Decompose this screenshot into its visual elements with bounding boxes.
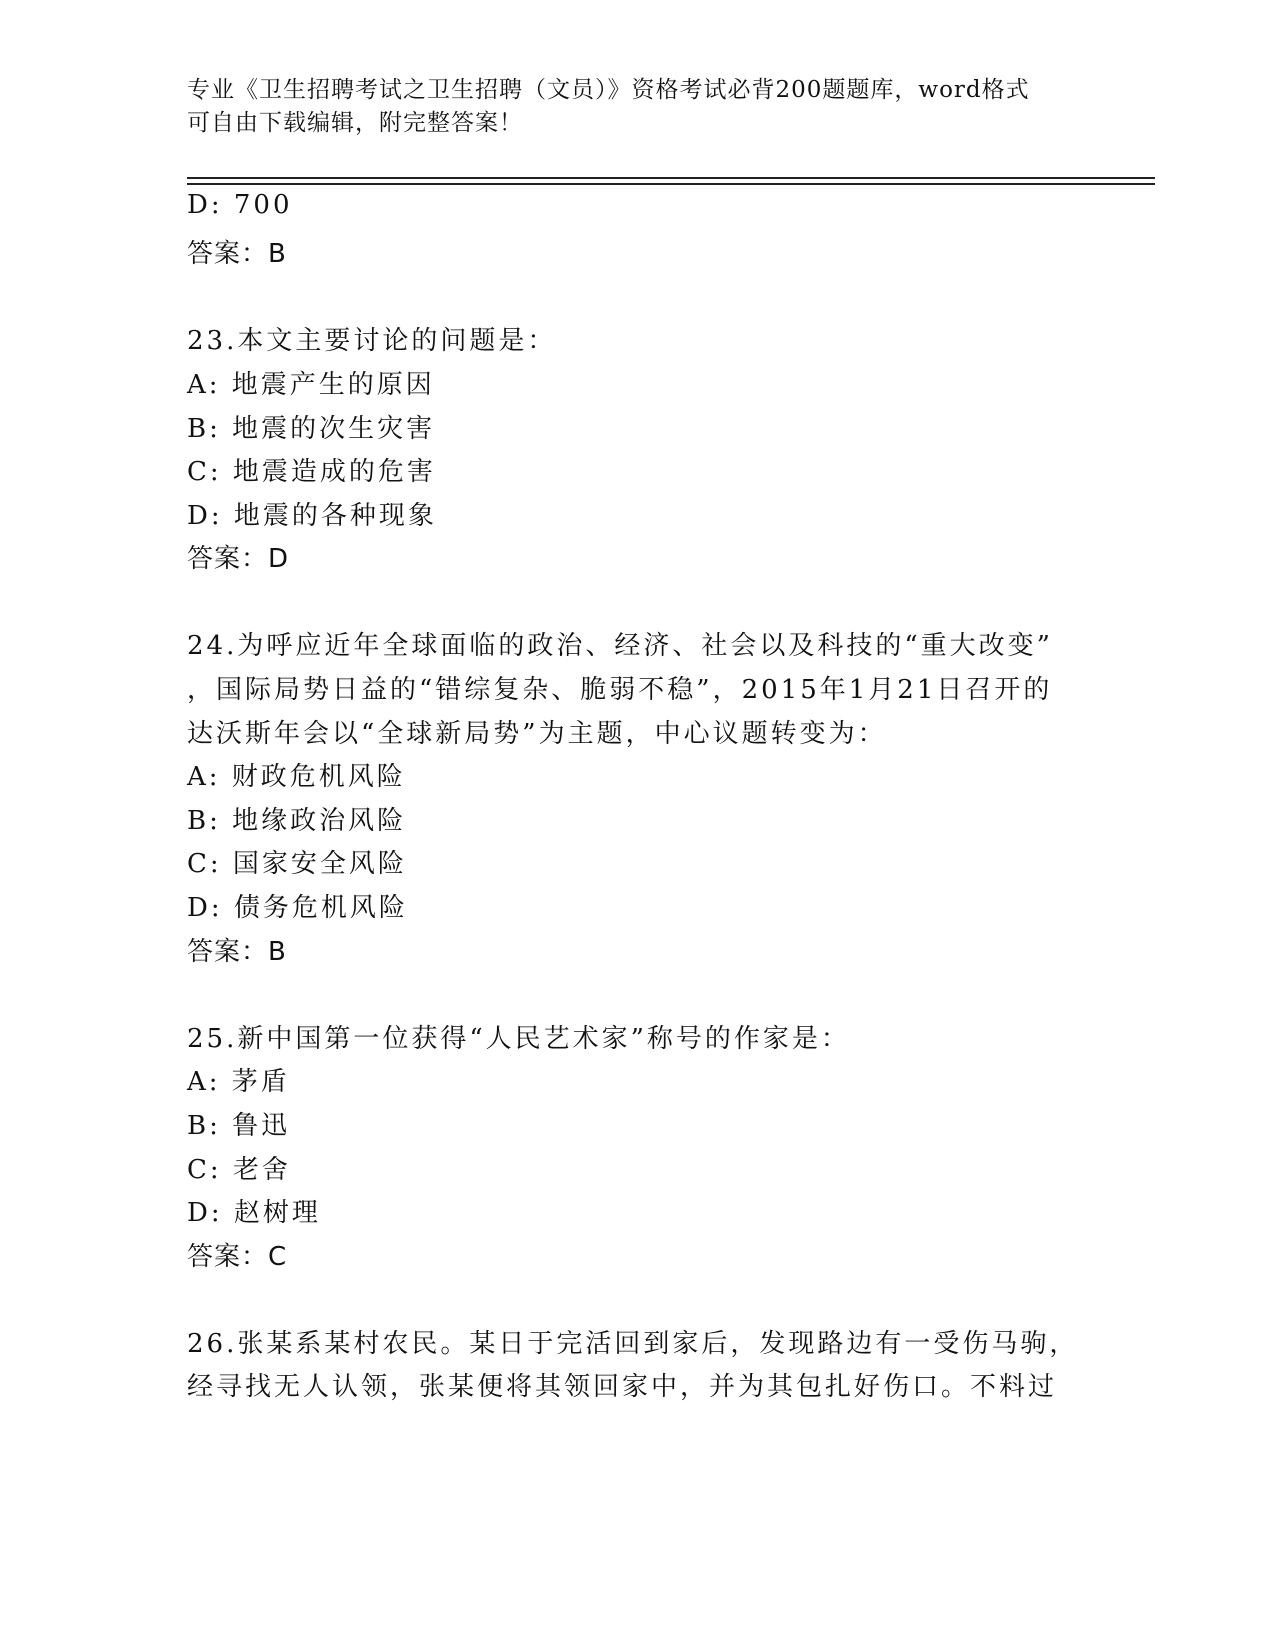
header-line-2: 可自由下载编辑，附完整答案！ bbox=[187, 110, 523, 136]
q25-answer: 答案：C bbox=[187, 1242, 288, 1272]
q26-stem-line-2: 经寻找无人认领，张某便将其领回家中，并为其包扎好伤口。不料过 bbox=[187, 1372, 1058, 1402]
q23-option-d: D: 地震的各种现象 bbox=[187, 501, 437, 531]
q24-answer: 答案：B bbox=[187, 937, 287, 967]
q25-option-c: C: 老舍 bbox=[187, 1155, 291, 1185]
q24-stem-line-3: 达沃斯年会以“全球新局势”为主题，中心议题转变为： bbox=[187, 719, 887, 749]
q24-option-c: C: 国家安全风险 bbox=[187, 849, 407, 879]
q25-option-d: D: 赵树理 bbox=[187, 1198, 321, 1228]
header-divider-top bbox=[187, 177, 1155, 179]
header-line-1: 专业《卫生招聘考试之卫生招聘（文员）》资格考试必背200题题库，word格式 bbox=[187, 77, 1030, 103]
prev-option-d: D: 700 bbox=[187, 190, 293, 220]
q23-option-b: B: 地震的次生灾害 bbox=[187, 414, 436, 444]
q25-option-a: A: 茅盾 bbox=[187, 1067, 290, 1097]
q24-option-d: D: 债务危机风险 bbox=[187, 893, 408, 923]
q25-stem: 25.新中国第一位获得“人民艺术家”称号的作家是： bbox=[187, 1024, 850, 1054]
prev-answer: 答案：B bbox=[187, 239, 287, 269]
q23-option-a: A: 地震产生的原因 bbox=[187, 370, 435, 400]
q26-stem-line-1: 26.张某系某村农民。某日于完活回到家后，发现路边有一受伤马驹， bbox=[187, 1329, 1079, 1359]
q23-answer: 答案：D bbox=[187, 544, 290, 574]
document-header bbox=[187, 74, 1067, 140]
q24-stem-line-1: 24.为呼应近年全球面临的政治、经济、社会以及科技的“重大改变” bbox=[187, 631, 1053, 661]
q23-stem: 23.本文主要讨论的问题是： bbox=[187, 326, 557, 356]
header-divider-bottom bbox=[187, 183, 1155, 185]
q23-option-c: C: 地震造成的危害 bbox=[187, 457, 436, 487]
q25-option-b: B: 鲁迅 bbox=[187, 1111, 291, 1141]
q24-stem-line-2: ，国际局势日益的“错综复杂、脆弱不稳”，2015年1月21日召开的 bbox=[187, 675, 1053, 705]
q24-option-b: B: 地缘政治风险 bbox=[187, 806, 407, 836]
q24-option-a: A: 财政危机风险 bbox=[187, 762, 406, 792]
